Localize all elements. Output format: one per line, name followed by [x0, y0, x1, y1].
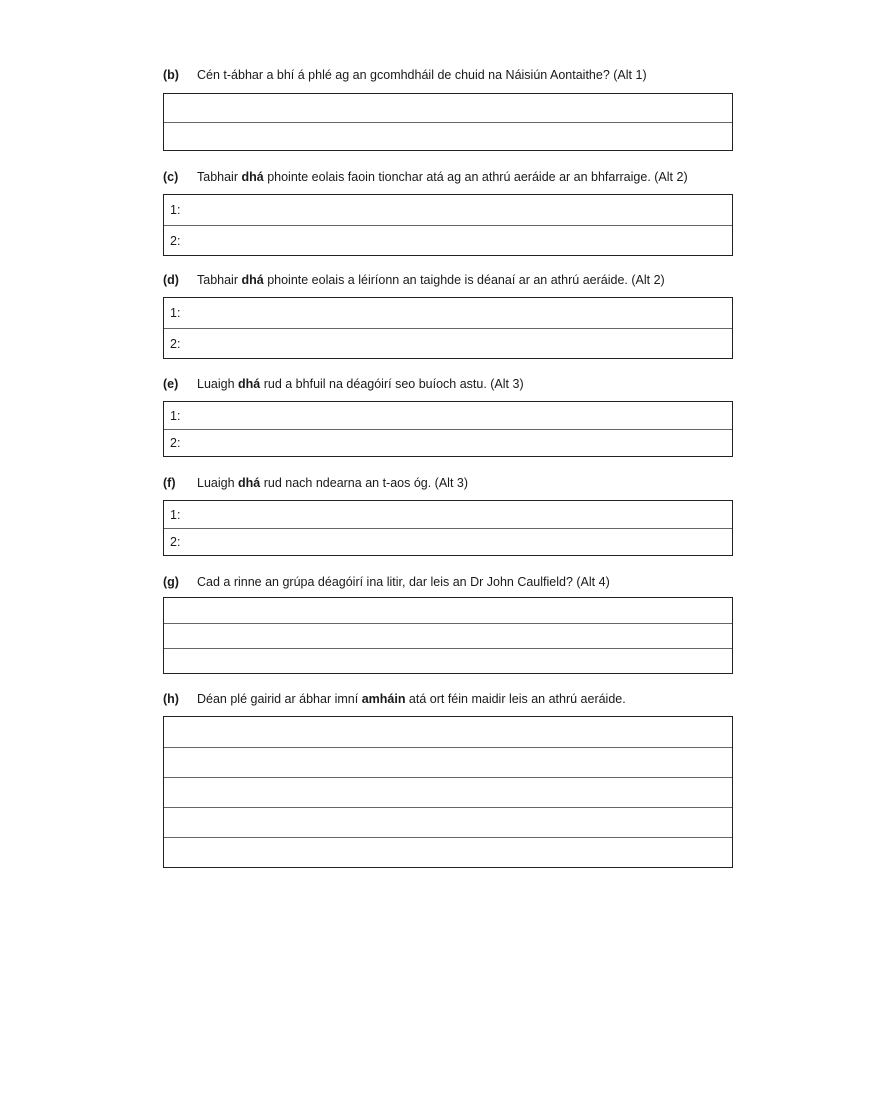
- answer-box-g: [163, 597, 733, 674]
- answer-box-h: [163, 716, 733, 868]
- answer-line[interactable]: [164, 328, 732, 358]
- answer-number: 1:: [170, 507, 181, 522]
- question-letter: (h): [163, 692, 179, 706]
- answer-number: 2:: [170, 233, 181, 248]
- question-h: [163, 689, 733, 709]
- question-f-heading: [163, 473, 733, 493]
- question-text: Luaigh dhá rud nach ndearna an t-aos óg. (Alt 3): [197, 476, 469, 490]
- answer-line[interactable]: [164, 501, 732, 528]
- answer-line[interactable]: [164, 807, 732, 837]
- answer-number: 2:: [170, 436, 181, 450]
- answer-number: 1:: [170, 203, 181, 217]
- question-g-heading: [163, 572, 733, 592]
- answer-line[interactable]: [164, 623, 732, 648]
- answer-line[interactable]: [164, 195, 732, 225]
- question-text: Luaigh dhá rud a bhfuil na déagóirí seo buíoch astu. (Alt 3): [197, 377, 524, 391]
- answer-box-e: [163, 401, 733, 457]
- question-b: [163, 65, 733, 85]
- question-text: Déan plé gairid ar ábhar imní amháin atá ort féin maidir leis an athrú aeráide.: [197, 692, 626, 706]
- question-f: [163, 473, 733, 549]
- answer-box-c: [163, 194, 733, 256]
- answer-line[interactable]: [164, 94, 732, 122]
- question-text: Tabhair dhá phointe eolais a léiríonn an taighde is déanaí ar an athrú aeráide. (Alt 2): [197, 273, 665, 287]
- question-e: [163, 374, 733, 450]
- answer-line[interactable]: [164, 747, 732, 777]
- answer-line[interactable]: [164, 122, 732, 150]
- answer-line[interactable]: [164, 598, 732, 623]
- question-letter: (d): [163, 273, 179, 287]
- question-text: Tabhair dhá phointe eolais faoin tionchar atá ag an athrú aeráide ar an bhfarraige. (Alt 2): [197, 170, 688, 184]
- question-text: Cén t-ábhar a bhí á phlé ag an gcomhdháil de chuid na Náisiún Aontaithe? (Alt 1): [197, 68, 647, 82]
- question-h-heading: [163, 689, 733, 709]
- question-c: [163, 167, 733, 248]
- question-g: [163, 572, 733, 592]
- answer-line[interactable]: [164, 837, 732, 867]
- question-letter: (g): [163, 575, 179, 589]
- answer-line[interactable]: [164, 777, 732, 807]
- answer-number: 1:: [170, 306, 181, 320]
- question-text: Cad a rinne an grúpa déagóirí ina litir, dar leis an Dr John Caulfield? (Alt 4): [197, 575, 610, 589]
- question-c-heading: [163, 167, 733, 187]
- question-letter: (f): [163, 476, 176, 490]
- question-letter: (c): [163, 170, 179, 184]
- answer-line[interactable]: [164, 528, 732, 555]
- answer-line[interactable]: [164, 402, 732, 429]
- question-d: [163, 270, 733, 351]
- answer-box-d: [163, 297, 733, 359]
- answer-line[interactable]: [164, 717, 732, 747]
- question-letter: (e): [163, 377, 179, 391]
- answer-box-b: [163, 93, 733, 151]
- answer-number: 2:: [170, 336, 181, 351]
- answer-box-f: [163, 500, 733, 556]
- answer-line[interactable]: [164, 429, 732, 456]
- question-d-heading: [163, 270, 733, 290]
- answer-line[interactable]: [164, 298, 732, 328]
- question-e-heading: [163, 374, 733, 394]
- answer-line[interactable]: [164, 648, 732, 673]
- question-letter: (b): [163, 68, 179, 82]
- answer-number: 2:: [170, 535, 181, 549]
- question-b-heading: [163, 65, 733, 85]
- answer-number: 1:: [170, 408, 181, 423]
- answer-line[interactable]: [164, 225, 732, 255]
